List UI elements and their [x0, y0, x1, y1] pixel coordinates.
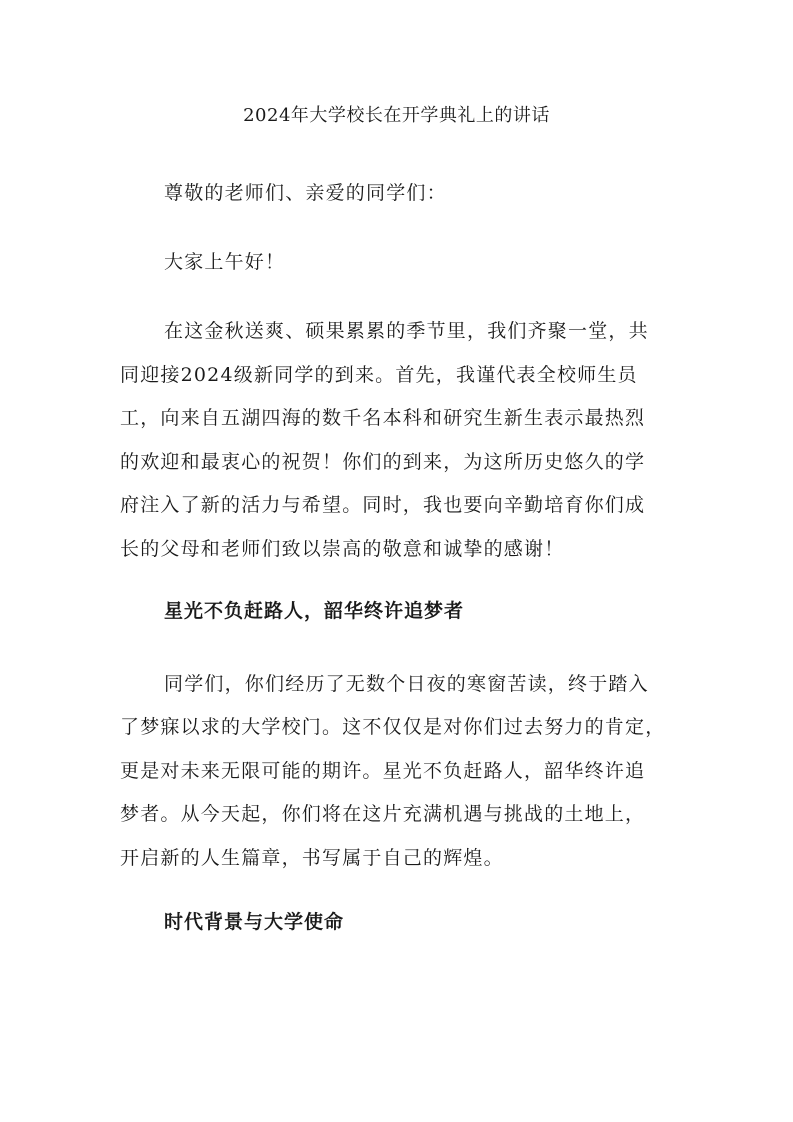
paragraph-line: 在这金秋送爽、硕果累累的季节里，我们齐聚一堂，共	[164, 320, 649, 342]
paragraph-line: 更是对未来无限可能的期许。星光不负赶路人，韶华终许追	[120, 760, 646, 782]
paragraph-line: 府注入了新的活力与希望。同时，我也要向辛勤培育你们成	[120, 494, 646, 516]
paragraph-line: 的欢迎和最衷心的祝贺！你们的到来，为这所历史悠久的学	[120, 451, 646, 473]
paragraph-line: 了梦寐以求的大学校门。这不仅仅是对你们过去努力的肯定，	[120, 716, 666, 738]
paragraph-line: 同迎接2024级新同学的到来。首先，我谨代表全校师生员	[120, 364, 638, 386]
paragraph-line: 开启新的人生篇章，书写属于自己的辉煌。	[120, 847, 504, 869]
section-heading-2: 时代背景与大学使命	[164, 911, 345, 933]
paragraph-line: 长的父母和老师们致以崇高的敬意和诚挚的感谢！	[120, 538, 565, 560]
paragraph-line: 同学们，你们经历了无数个日夜的寒窗苦读，终于踏入	[164, 673, 649, 695]
paragraph-line: 梦者。从今天起，你们将在这片充满机遇与挑战的土地上，	[120, 803, 646, 825]
section-heading-1: 星光不负赶路人，韶华终许追梦者	[164, 600, 465, 622]
paragraph-line: 工，向来自五湖四海的数千名本科和研究生新生表示最热烈	[120, 407, 646, 429]
document-title: 2024年大学校长在开学典礼上的讲话	[243, 105, 550, 126]
salutation: 尊敬的老师们、亲爱的同学们：	[164, 182, 447, 204]
greeting: 大家上午好！	[164, 251, 286, 273]
